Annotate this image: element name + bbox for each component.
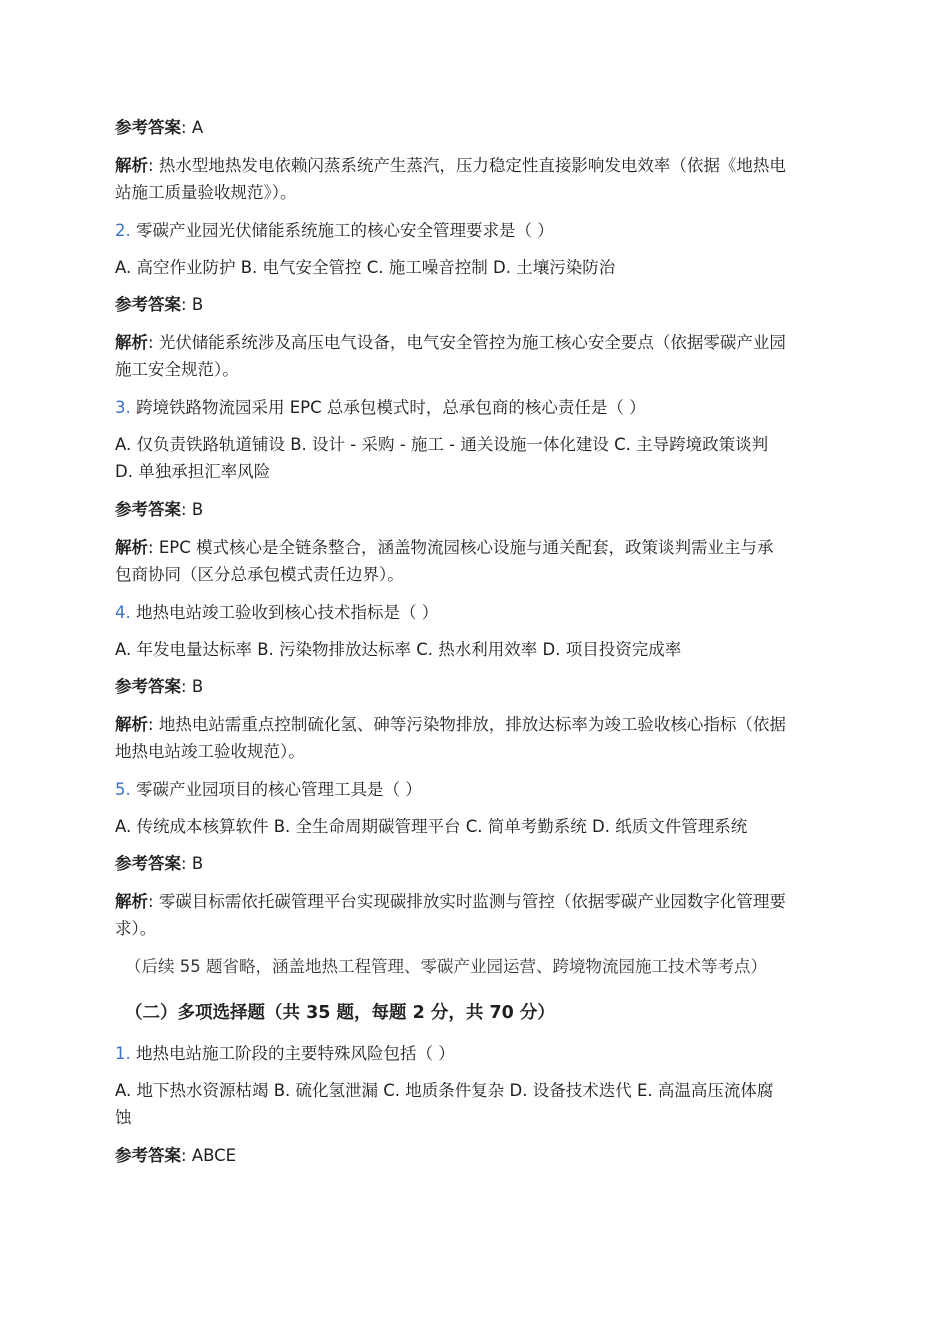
analysis-line: 解析: 热水型地热发电依赖闪蒸系统产生蒸汽，压力稳定性直接影响发电效率（依据《地热电 bbox=[115, 156, 786, 175]
question-number: 3. bbox=[115, 398, 131, 417]
analysis-line-continued: 地热电站竣工验收规范）。 bbox=[115, 742, 305, 761]
analysis-label: 解析 bbox=[115, 156, 148, 175]
question-stem bbox=[115, 776, 840, 803]
question-number: 5. bbox=[115, 780, 131, 799]
analysis-line: 解析: 地热电站需重点控制硫化氢、砷等污染物排放，排放达标率为竣工验收核心指标（依据 bbox=[115, 715, 786, 734]
answer-label: 参考答案 bbox=[115, 295, 181, 314]
analysis-text: 地热电站需重点控制硫化氢、砷等污染物排放，排放达标率为竣工验收核心指标（依据 bbox=[158, 715, 786, 734]
analysis-line-continued: 施工安全规范）。 bbox=[115, 360, 239, 379]
answer-label: 参考答案 bbox=[115, 500, 181, 519]
analysis-label: 解析 bbox=[115, 333, 148, 352]
answer-line: 参考答案: ABCE bbox=[115, 1146, 237, 1165]
question-number: 2. bbox=[115, 221, 131, 240]
answer-label: 参考答案 bbox=[115, 677, 181, 696]
question-options: A. 传统成本核算软件 B. 全生命周期碳管理平台 C. 简单考勤系统 D. 纸质文件管理系统 bbox=[115, 817, 748, 836]
analysis-line: 解析: 零碳目标需依托碳管理平台实现碳排放实时监测与管控（依据零碳产业园数字化管理要 bbox=[115, 892, 786, 911]
answer-value: ABCE bbox=[191, 1146, 237, 1165]
analysis-text: 零碳目标需依托碳管理平台实现碳排放实时监测与管控（依据零碳产业园数字化管理要 bbox=[158, 892, 786, 911]
answer-label: 参考答案 bbox=[115, 854, 181, 873]
section-heading: （二）多项选择题（共 35 题，每题 2 分，共 70 分） bbox=[125, 1003, 555, 1023]
question-number: 1. bbox=[115, 1044, 131, 1063]
answer-value: B bbox=[191, 295, 204, 314]
question-options-continued: 蚀 bbox=[115, 1108, 132, 1127]
answer-line: 参考答案: B bbox=[115, 500, 204, 519]
analysis-line-continued: 包商协同（区分总承包模式责任边界）。 bbox=[115, 565, 404, 584]
question-options: A. 仅负责铁路轨道铺设 B. 设计 - 采购 - 施工 - 通关设施一体化建设 C. 主导跨境政策谈判 bbox=[115, 435, 769, 454]
answer-label: 参考答案 bbox=[115, 118, 181, 137]
question-options: A. 高空作业防护 B. 电气安全管控 C. 施工噪音控制 D. 土壤污染防治 bbox=[115, 258, 616, 277]
analysis-line: 解析: 光伏储能系统涉及高压电气设备，电气安全管控为施工核心安全要点（依据零碳产业园 bbox=[115, 333, 786, 352]
analysis-label: 解析 bbox=[115, 538, 148, 557]
question-text: 零碳产业园光伏储能系统施工的核心安全管理要求是（ ） bbox=[136, 221, 554, 240]
answer-value: A bbox=[191, 118, 204, 137]
question-stem bbox=[115, 217, 840, 244]
answer-line: 参考答案: B bbox=[115, 854, 204, 873]
answer-value: B bbox=[191, 677, 204, 696]
question-options: A. 年发电量达标率 B. 污染物排放达标率 C. 热水利用效率 D. 项目投资完成率 bbox=[115, 640, 682, 659]
question-options: A. 地下热水资源枯竭 B. 硫化氢泄漏 C. 地质条件复杂 D. 设备技术迭代 E. 高温高压流体腐 bbox=[115, 1081, 774, 1100]
analysis-text: EPC 模式核心是全链条整合，涵盖物流园核心设施与通关配套，政策谈判需业主与承 bbox=[158, 538, 774, 557]
answer-value: B bbox=[191, 500, 204, 519]
analysis-line-continued: 站施工质量验收规范》）。 bbox=[115, 183, 297, 202]
question-number: 4. bbox=[115, 603, 131, 622]
analysis-label: 解析 bbox=[115, 715, 148, 734]
answer-value: B bbox=[191, 854, 204, 873]
question-stem bbox=[115, 1040, 840, 1067]
analysis-text: 热水型地热发电依赖闪蒸系统产生蒸汽，压力稳定性直接影响发电效率（依据《地热电 bbox=[158, 156, 786, 175]
answer-line: 参考答案: B bbox=[115, 677, 204, 696]
answer-line: 参考答案: A bbox=[115, 118, 204, 137]
analysis-line-continued: 求）。 bbox=[115, 919, 157, 938]
analysis-text: 光伏储能系统涉及高压电气设备，电气安全管控为施工核心安全要点（依据零碳产业园 bbox=[158, 333, 786, 352]
question-text: 跨境铁路物流园采用 EPC 总承包模式时，总承包商的核心责任是（ ） bbox=[136, 398, 646, 417]
analysis-label: 解析 bbox=[115, 892, 148, 911]
question-options-continued: D. 单独承担汇率风险 bbox=[115, 462, 271, 481]
question-stem bbox=[115, 394, 840, 421]
analysis-line: 解析: EPC 模式核心是全链条整合，涵盖物流园核心设施与通关配套，政策谈判需业主与承 bbox=[115, 538, 774, 557]
question-stem bbox=[115, 599, 840, 626]
question-text: 地热电站施工阶段的主要特殊风险包括（ ） bbox=[136, 1044, 455, 1063]
omission-note: （后续 55 题省略，涵盖地热工程管理、零碳产业园运营、跨境物流园施工技术等考点） bbox=[125, 957, 767, 976]
answer-label: 参考答案 bbox=[115, 1146, 181, 1165]
answer-line: 参考答案: B bbox=[115, 295, 204, 314]
question-text: 地热电站竣工验收到核心技术指标是（ ） bbox=[136, 603, 439, 622]
question-text: 零碳产业园项目的核心管理工具是（ ） bbox=[136, 780, 422, 799]
